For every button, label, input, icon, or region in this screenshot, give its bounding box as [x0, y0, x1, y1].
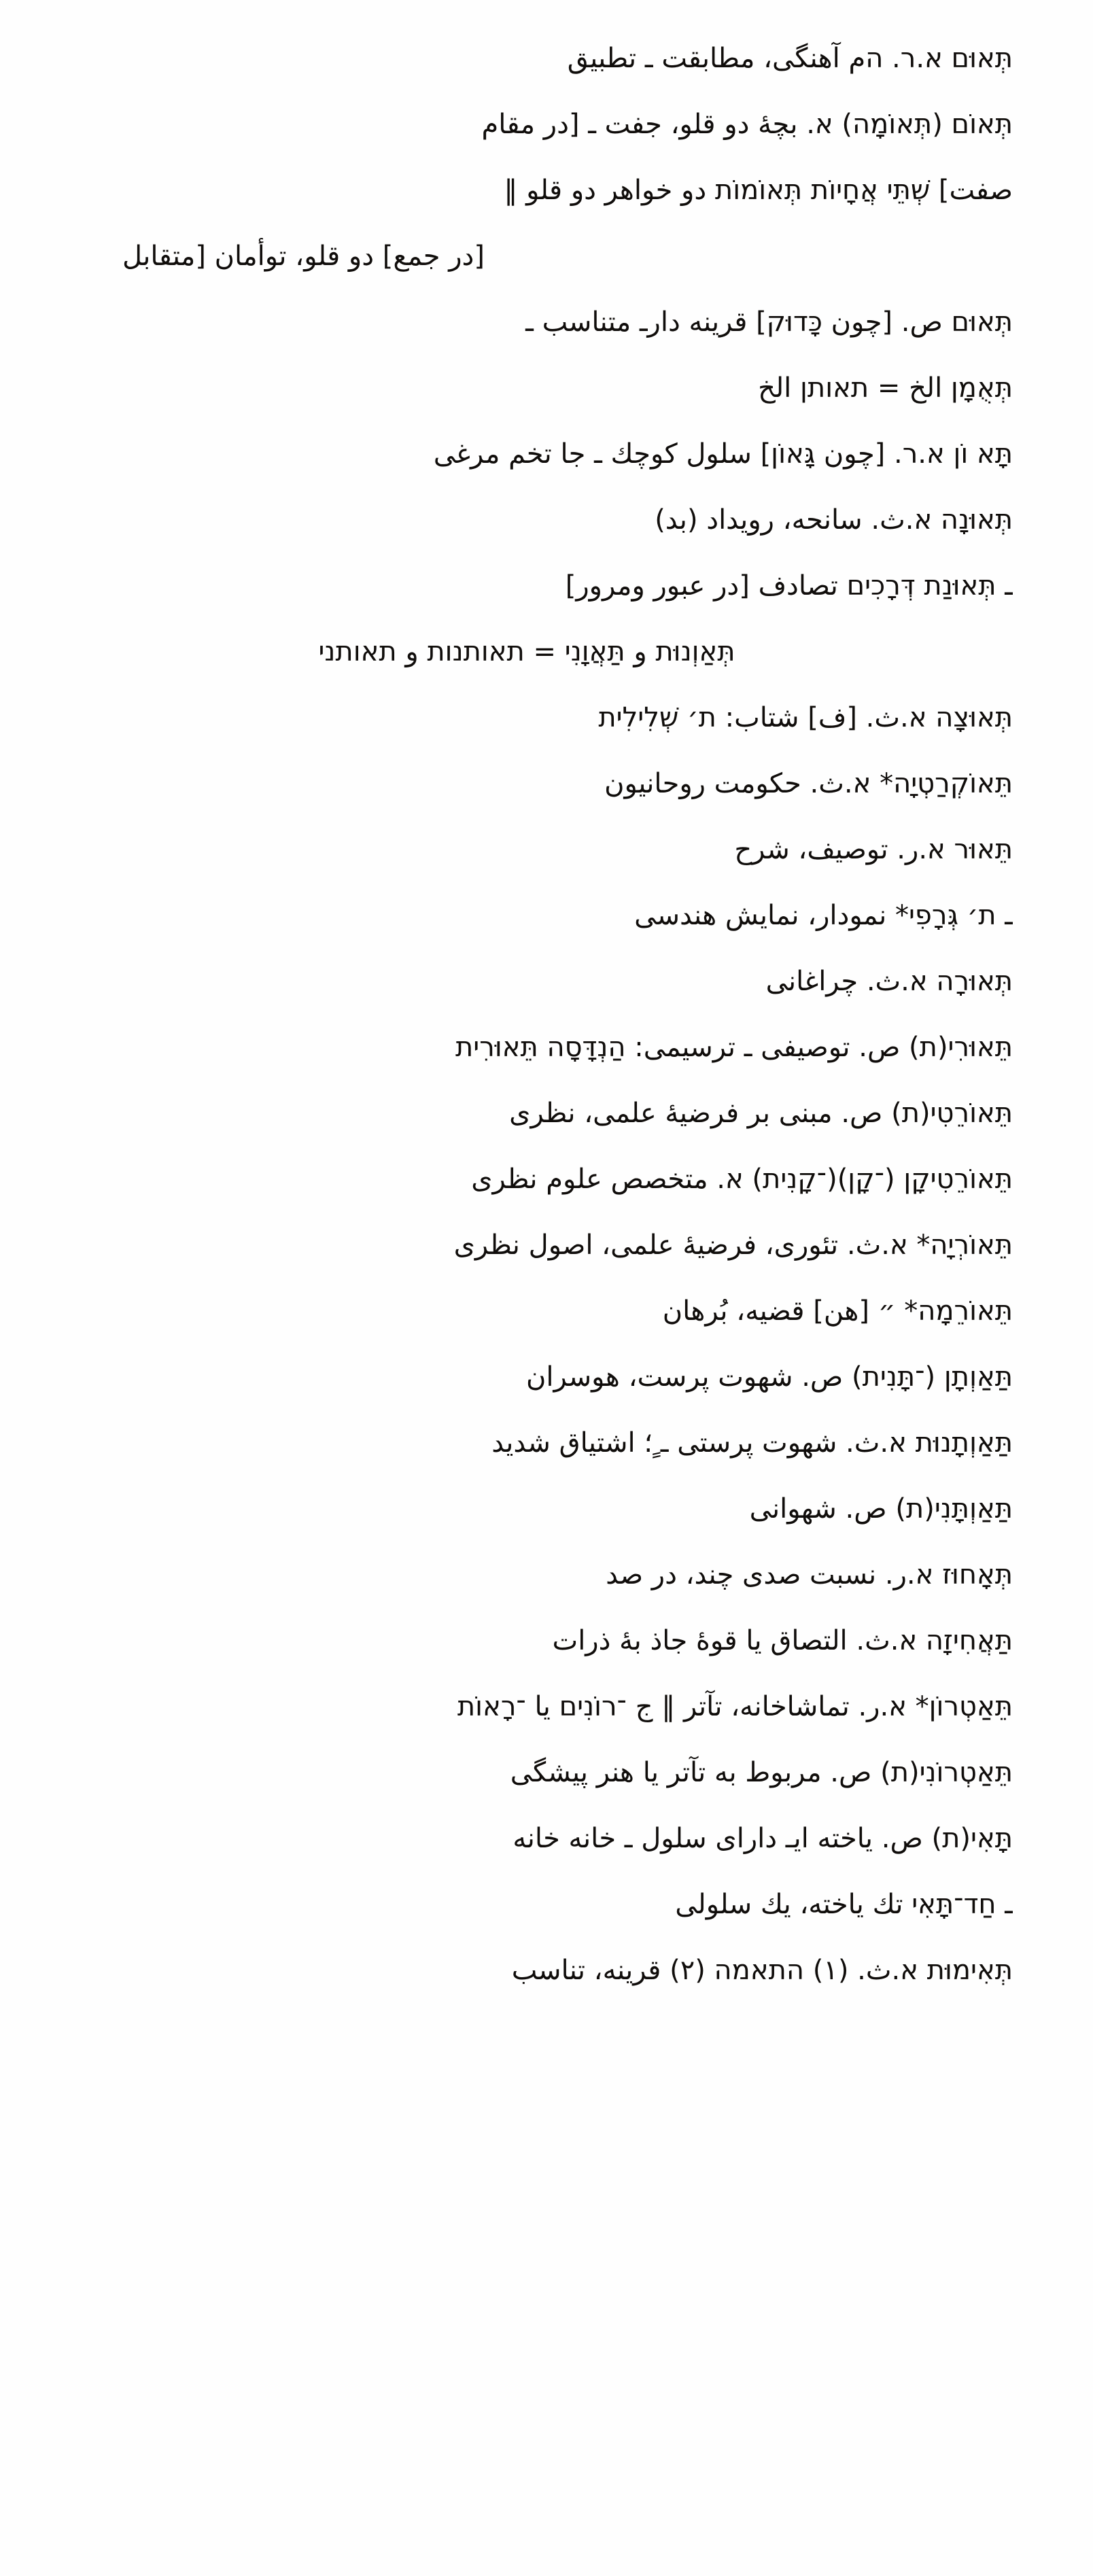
- dictionary-line: תְּאוּנָה א.ث. سانحه، رویداد (بد): [655, 504, 1013, 536]
- dictionary-line: תַּאַוְתָנוּת א.ث. شهوت پرستی ـ ٍ؛ اشتیاق شدید: [491, 1427, 1013, 1459]
- dictionary-line: תַּאַוְתָּנִי(ת) ص. شهوانی: [749, 1493, 1013, 1525]
- dictionary-line: صفت] שְׁתֵּי אֲחָיוֹת תְּאוֹמוֹת دو خواهر دو قلو ‖: [504, 175, 1013, 206]
- dictionary-line: תֵּאוֹרֵמָה* ״ [هن] قضیه، بُرهان: [662, 1295, 1013, 1327]
- dictionary-line: ـ ת׳ גְּרָפִי* نمودار، نمایش هندسی: [634, 900, 1013, 931]
- dictionary-line: תְּאוּצָה א.ث. [ف] شتاب: ת׳ שְׁלִילִית: [598, 702, 1013, 733]
- dictionary-line: תֵּאַטְרוֹן* א.ر. تماشاخانه، تآتر ‖ ج ־רוֹנִים یا ־רָאוֹת: [457, 1691, 1013, 1722]
- dictionary-line: תֵּאוֹרֵטִיקָן (־קָן)(־קָנִית) א. متخصص علوم نظری: [471, 1164, 1013, 1195]
- dictionary-line: תְּאוֹם (תְּאוֹמָה) א. بچهٔ دو قلو، جفت ـ [در مقام: [481, 109, 1013, 140]
- dictionary-line: תַּאַוְתָן (־תָּנִית) ص. شهوت پرست، هوسران: [526, 1361, 1013, 1393]
- dictionary-line: תְּאָחוּז א.ر. نسبت صدی چند، در صد: [606, 1559, 1013, 1590]
- dictionary-line: ـ חַד־תָּאִי تك یاخته، یك سلولی: [675, 1889, 1013, 1920]
- dictionary-line: תְּאוּם ص. [چون כָּדוּק] قرینه دارـ متناسب ـ: [525, 307, 1013, 338]
- dictionary-line: תְּאוּרָה א.ث. چراغانی: [765, 966, 1013, 997]
- dictionary-line: תֵּאוּרִי(ת) ص. توصیفی ـ ترسیمی: הַנְדָּסָה תֵּאוּרִית: [455, 1032, 1013, 1063]
- dictionary-line: תֵּאוֹרְיָה* א.ث. تئوری، فرضیهٔ علمی، اصول نظری: [453, 1230, 1013, 1261]
- dictionary-line: תְּאוּם א.ר. הم آهنگی، مطابقت ـ تطبیق: [567, 43, 1013, 74]
- dictionary-line: תְּאַוְנוּת و תַּאֲוָנִי = תאותנות و תאותני: [318, 636, 735, 667]
- dictionary-line: תְּאִימוּת א.ث. (۱) התאמה (۲) قرینه، تناسب: [511, 1955, 1013, 1986]
- dictionary-line: תֵּאַטְרוֹנִי(ת) ص. مربوط به تآتر یا هنر پیشگی: [510, 1757, 1013, 1788]
- dictionary-line: תַּאֲחִיזָה א.ث. التصاق یا قوهٔ جاذ بهٔ ذرات: [552, 1625, 1013, 1656]
- dictionary-line: תְּאֻמָן الخ = תאותן الخ: [758, 372, 1013, 404]
- dictionary-line: תֵּאוֹרֵטִי(ת) ص. مبنی بر فرضیهٔ علمی، نظری: [509, 1098, 1013, 1129]
- dictionary-line: [در جمع] دو قلو، توأمان [متقابل: [122, 241, 485, 272]
- entry-list: [0, 26, 1093, 2004]
- dictionary-line: תָּאִי(ת) ص. یاخته ایـ دارای سلول ـ خانه خانه: [513, 1823, 1013, 1854]
- dictionary-line: תֵּאוּר א.ر. توصیف، شرح: [734, 834, 1013, 865]
- dictionary-line: תָּא וֹן א.ר. [چون גָּאוֹן] سلول کوچك ـ جا تخم مرغی: [433, 438, 1013, 470]
- dictionary-line: ـ תְּאוּנַת דְּרָכִים تصادف [در عبور ومرور]: [565, 570, 1013, 602]
- dictionary-line: תֵּאוֹקְרַטְיָה* א.ث. حکومت روحانیون: [604, 768, 1013, 799]
